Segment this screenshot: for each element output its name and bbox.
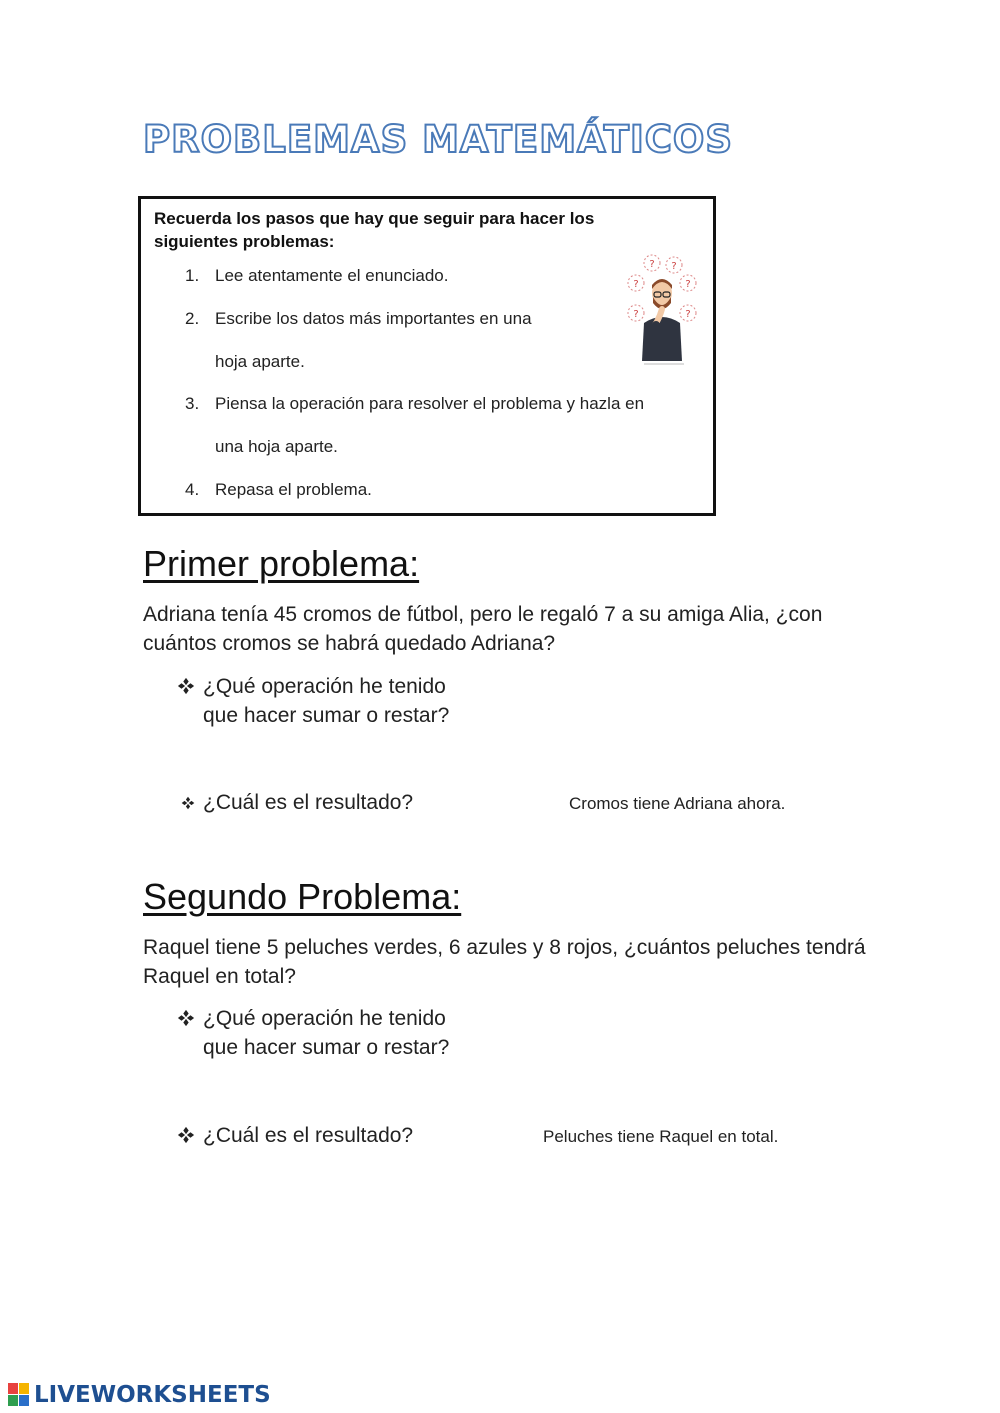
diamond-bullet-icon [175, 1126, 197, 1144]
problem-1-heading: Primer problema: [143, 543, 420, 584]
diamond-bullet-icon [175, 1009, 197, 1027]
step-text: Escribe los datos más importantes en una [215, 309, 532, 328]
svg-text:?: ? [649, 259, 655, 270]
question-line: ¿Cuál es el resultado? [203, 1124, 414, 1147]
problem-2-answer-hint: Peluches tiene Raquel en total. [543, 1127, 779, 1146]
question-line: ¿Qué operación he tenido [203, 1007, 446, 1030]
step-number: 1. [185, 266, 200, 285]
steps-box [138, 196, 716, 516]
svg-text:?: ? [671, 261, 677, 272]
thinking-person-illustration [622, 251, 698, 369]
steps-intro: Recuerda los pasos que hay que seguir para hacer los siguientes problemas: [154, 209, 595, 251]
step-text: una hoja aparte. [215, 437, 338, 456]
question-line: que hacer sumar o restar? [203, 1036, 450, 1059]
question-line: ¿Qué operación he tenido [203, 675, 446, 698]
brand-name: LIVEWORKSHEETS [34, 1382, 271, 1408]
step-text: Repasa el problema. [215, 480, 372, 499]
svg-text:?: ? [685, 309, 691, 320]
problem-1-text: Adriana tenía 45 cromos de fútbol, pero le regaló 7 a su amiga Alia, ¿con cuántos cromos se habrá quedado Adriana? [143, 603, 823, 655]
problem-2-heading: Segundo Problema: [143, 876, 462, 917]
problem-2-text: Raquel tiene 5 peluches verdes, 6 azules y 8 rojos, ¿cuántos peluches tendrá Raquel en total? [143, 936, 866, 988]
svg-text:?: ? [633, 279, 639, 290]
step-number: 2. [185, 309, 200, 328]
diamond-bullet-icon [177, 796, 199, 810]
liveworksheets-badge-icon [8, 1383, 30, 1407]
step-text: Lee atentamente el enunciado. [215, 266, 449, 285]
step-text: hoja aparte. [215, 352, 305, 371]
page-title: PROBLEMAS MATEMÁTICOS [143, 118, 734, 161]
question-line: que hacer sumar o restar? [203, 704, 450, 727]
step-text: Piensa la operación para resolver el problema y hazla en [215, 394, 645, 413]
problem-1-answer-hint: Cromos tiene Adriana ahora. [569, 794, 786, 813]
svg-text:?: ? [685, 279, 691, 290]
svg-text:?: ? [633, 309, 639, 320]
diamond-bullet-icon [175, 677, 197, 695]
question-line: ¿Cuál es el resultado? [203, 791, 414, 814]
step-number: 4. [185, 480, 200, 499]
liveworksheets-logo[interactable] [8, 1381, 271, 1409]
step-number: 3. [185, 394, 200, 413]
